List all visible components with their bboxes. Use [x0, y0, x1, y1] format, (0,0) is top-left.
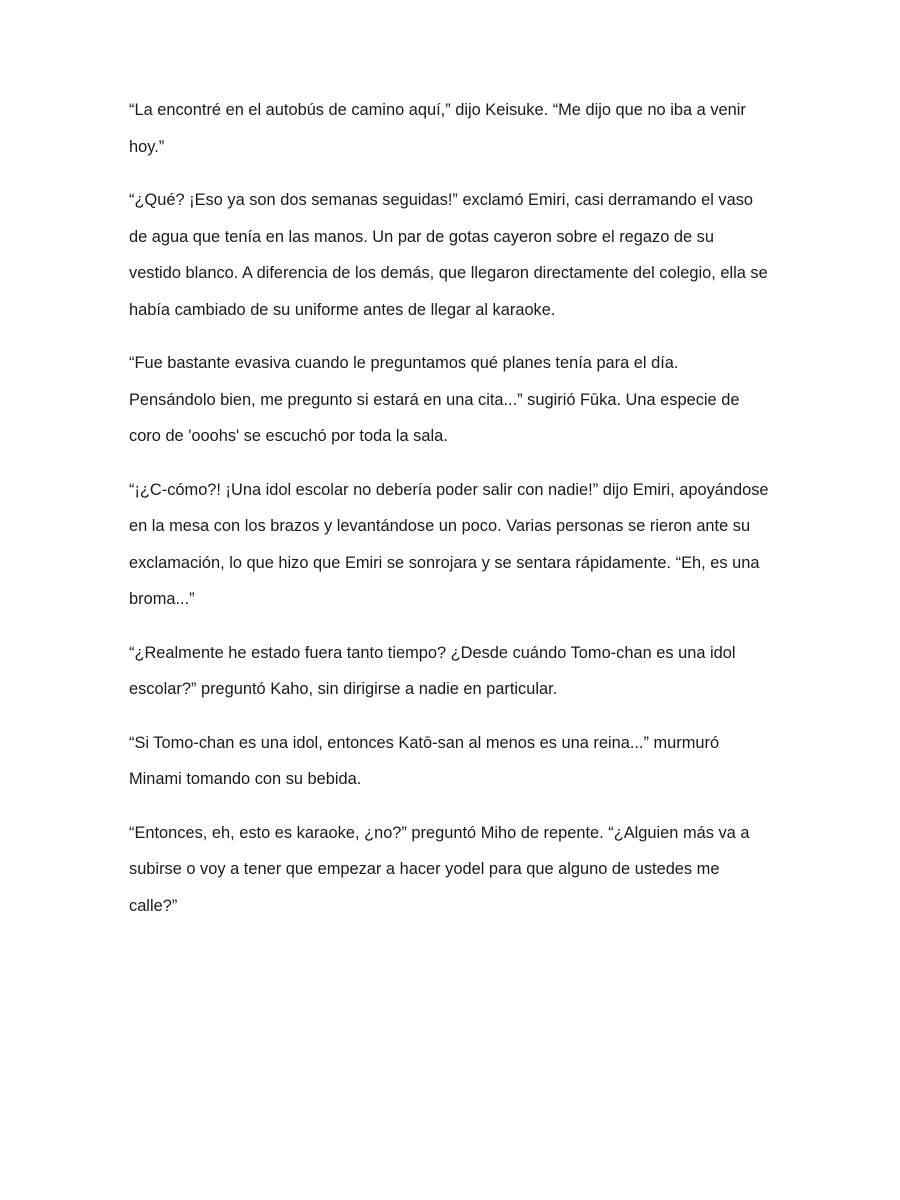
paragraph-4: “¡¿C-cómo?! ¡Una idol escolar no debería poder salir con nadie!” dijo Emiri, apoyándose en la mesa con los brazos y levantándose un poco. Varias personas se rieron ante su exclamación, lo que hizo que Emiri se sonrojara y se sentara rápidamente. “Eh, es una broma...”: [129, 480, 769, 608]
paragraph-1: “La encontré en el autobús de camino aquí,” dijo Keisuke. “Me dijo que no iba a venir hoy.”: [129, 101, 746, 156]
paragraph-6: “Si Tomo-chan es una idol, entonces Katō-san al menos es una reina...” murmuró Minami tomando con su bebida.: [129, 733, 720, 788]
paragraph-7: “Entonces, eh, esto es karaoke, ¿no?” preguntó Miho de repente. “¿Alguien más va a subirse o voy a tener que empezar a hacer yodel para que alguno de ustedes me calle?”: [129, 823, 750, 915]
paragraph-2: “¿Qué? ¡Eso ya son dos semanas seguidas!” exclamó Emiri, casi derramando el vaso de agua que tenía en las manos. Un par de gotas cayeron sobre el regazo de su vestido blanco. A diferencia de los demás, que llegaron directamente del colegio, ella se había cambiado de su uniforme antes de llegar al karaoke.: [129, 191, 768, 319]
paragraph-5: “¿Realmente he estado fuera tanto tiempo? ¿Desde cuándo Tomo-chan es una idol escolar?” preguntó Kaho, sin dirigirse a nadie en particular.: [129, 643, 736, 698]
paragraph-3: “Fue bastante evasiva cuando le preguntamos qué planes tenía para el día. Pensándolo bien, me pregunto si estará en una cita...” sugirió Fūka. Una especie de coro de 'ooohs' se escuchó por toda la sala.: [129, 354, 740, 445]
document-body: [129, 92, 769, 941]
